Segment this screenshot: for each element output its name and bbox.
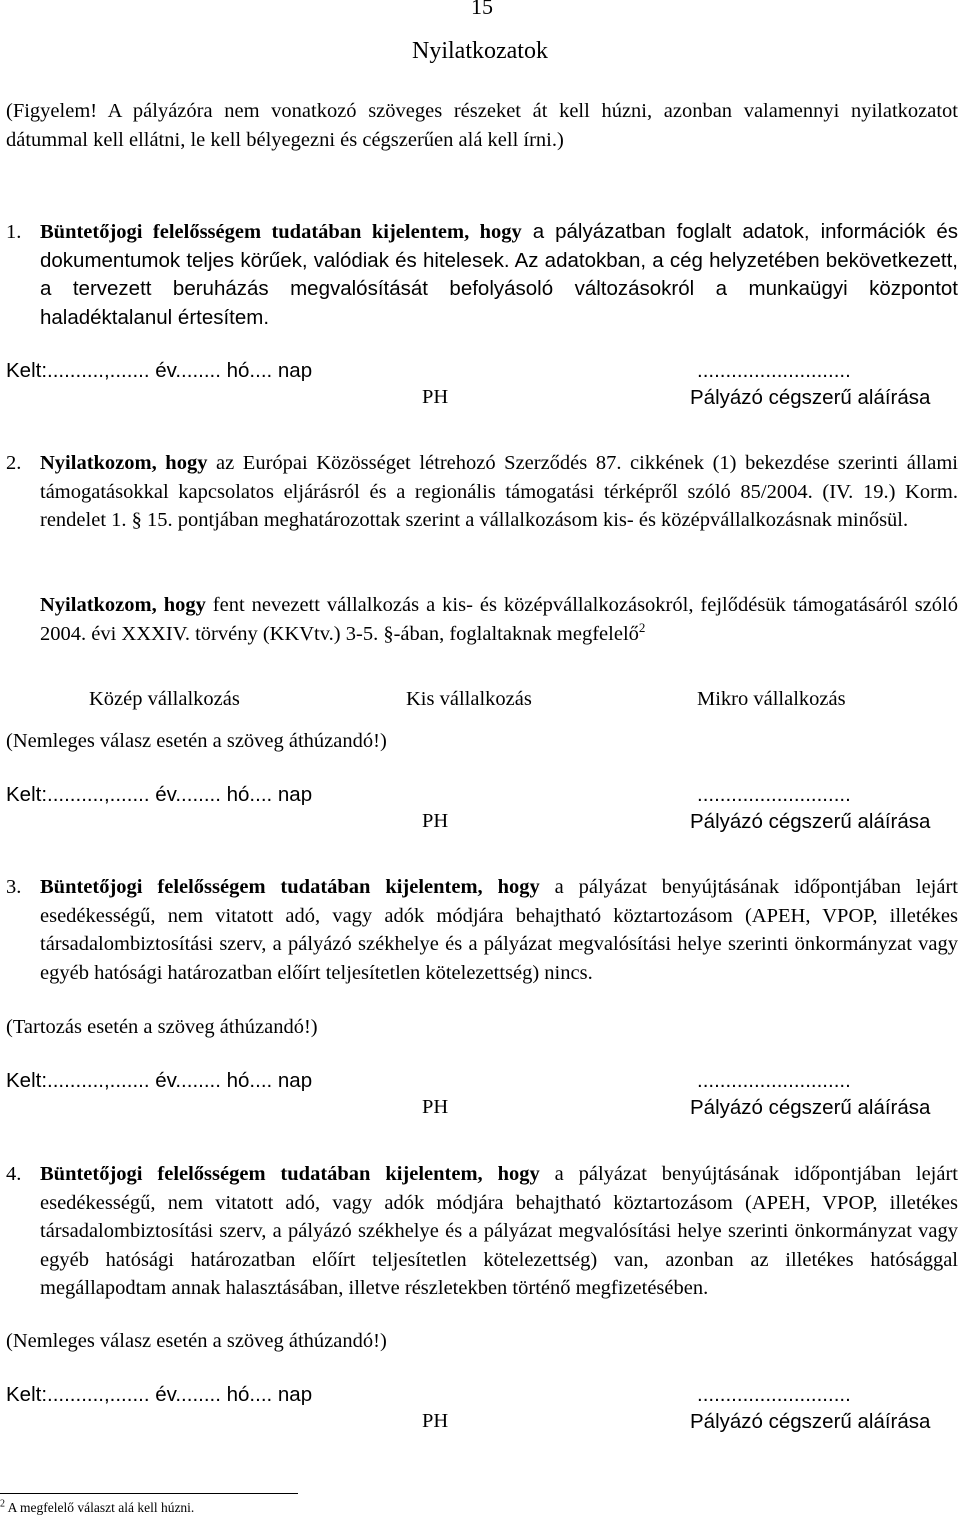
section-3-body: a pályázat benyújtásának időpontjában lejárt esedékességű, nem vitatott adó, vagy adók módjára behajtható köztartozásom (APEH, VPOP, illetékes társadalombiztosítási szerv, a pályázó székhelye és a pályázat megvalósítási helye szerinti önkormányzat vagy egyéb hatósági határozatban előírt teljesítetlen kötelezettség) nincs. xyxy=(40,876,959,984)
section-3-text xyxy=(40,873,958,987)
footnote xyxy=(0,1500,194,1516)
signature-label-3: Pályázó cégszerű aláírása xyxy=(690,1096,931,1119)
section-4-text xyxy=(40,1160,958,1303)
section-2-bold: Nyilatkozom, hogy xyxy=(40,452,208,474)
option-small: Kis vállalkozás xyxy=(406,688,532,710)
signature-label-4: Pályázó cégszerű aláírása xyxy=(690,1410,931,1433)
stamp-label-3: PH xyxy=(422,1096,449,1118)
signature-label-2: Pályázó cégszerű aláírása xyxy=(690,810,931,833)
sign-date-2: Kelt:..........,....... év........ hó.... nap xyxy=(6,783,313,806)
section-2-bold-2: Nyilatkozom, hogy xyxy=(40,594,206,616)
section-4-note: (Nemleges válasz esetén a szöveg áthúzandó!) xyxy=(6,1330,387,1352)
footnote-ref: 2 xyxy=(638,619,646,635)
stamp-label-2: PH xyxy=(422,810,449,832)
section-4-bold: Büntetőjogi felelősségem tudatában kijelentem, hogy xyxy=(40,1163,540,1185)
section-1-number: 1. xyxy=(6,221,22,243)
section-2-body: az Európai Közösséget létrehozó Szerződés 87. cikkének (1) bekezdése szerinti állami támogatásokkal kapcsolatos eljárásról és a regionális támogatási térképről szóló 85/2004. (IV. 19.) Korm. rendelet 1. § 15. pontjában meghatározottak szerint a vállalkozásom kis- és középvállalkozásnak minősül. xyxy=(40,452,958,531)
page-title: Nyilatkozatok xyxy=(412,38,548,64)
section-2-note: (Nemleges válasz esetén a szöveg áthúzandó!) xyxy=(6,730,387,752)
section-1-bold: Büntetőjogi felelősségem tudatában kijelentem, hogy xyxy=(40,221,522,243)
option-micro: Mikro vállalkozás xyxy=(697,688,846,710)
sign-date-1: Kelt:..........,....... év........ hó.... nap xyxy=(6,359,313,382)
section-2-number: 2. xyxy=(6,452,22,474)
section-1-text xyxy=(40,218,958,332)
footnote-number: 2 xyxy=(0,1498,5,1510)
section-3-note: (Tartozás esetén a szöveg áthúzandó!) xyxy=(6,1016,318,1038)
section-4-number: 4. xyxy=(6,1163,22,1185)
section-2-text-2 xyxy=(40,591,958,648)
signature-label-1: Pályázó cégszerű aláírása xyxy=(690,386,931,409)
sign-dots-2: ........................... xyxy=(697,783,851,806)
section-3-bold: Büntetőjogi felelősségem tudatában kijelentem, hogy xyxy=(40,876,540,898)
sign-date-4: Kelt:..........,....... év........ hó.... nap xyxy=(6,1383,313,1406)
stamp-label-1: PH xyxy=(422,386,449,408)
sign-dots-4: ........................... xyxy=(697,1383,851,1406)
warning-text: (Figyelem! A pályázóra nem vonatkozó szöveges részeket át kell húzni, azonban valamennyi nyilatkozatot dátummal kell ellátni, le kell bélyegezni és cégszerűen alá kell írni.) xyxy=(6,100,958,151)
sign-dots-1: ........................... xyxy=(697,359,851,382)
page-number: 15 xyxy=(471,0,493,19)
footnote-text: A megfelelő választ alá kell húzni. xyxy=(5,1500,195,1515)
section-4-body: a pályázat benyújtásának időpontjában lejárt esedékességű, nem vitatott adó, vagy adók módjára behajtható köztartozásom (APEH, VPOP, illetékes társadalombiztosítási szerv, a pályázó székhelye és a pályázat megvalósítási helye szerinti önkormányzat vagy egyéb hatósági határozatban előírt teljesítetlen kötelezettség) van, azonban az illetékes hatósággal megállapodtam annak halasztásában, illetve részletekben történő megfizetésében. xyxy=(40,1163,959,1299)
section-1-body: a pályázatban foglalt adatok, információk és dokumentumok teljes körűek, valódiak és hitelesek. Az adatokban, a cég helyzetében bekövetkezett, a tervezett beruházás megvalósítását befolyásoló változásokról a munkaügyi központot haladéktalanul értesítem. xyxy=(40,220,959,329)
footnote-divider xyxy=(0,1493,298,1494)
section-3-number: 3. xyxy=(6,876,22,898)
sign-dots-3: ........................... xyxy=(697,1069,851,1092)
stamp-label-4: PH xyxy=(422,1410,449,1432)
option-medium: Közép vállalkozás xyxy=(89,688,240,710)
section-2-body-2: fent nevezett vállalkozás a kis- és középvállalkozásokról, fejlődésük támogatásáról szóló 2004. évi XXXIV. törvény (KKVtv.) 3-5. §-ában, foglaltaknak megfelelő xyxy=(40,594,958,645)
section-2-text xyxy=(40,449,958,535)
sign-date-3: Kelt:..........,....... év........ hó.... nap xyxy=(6,1069,313,1092)
